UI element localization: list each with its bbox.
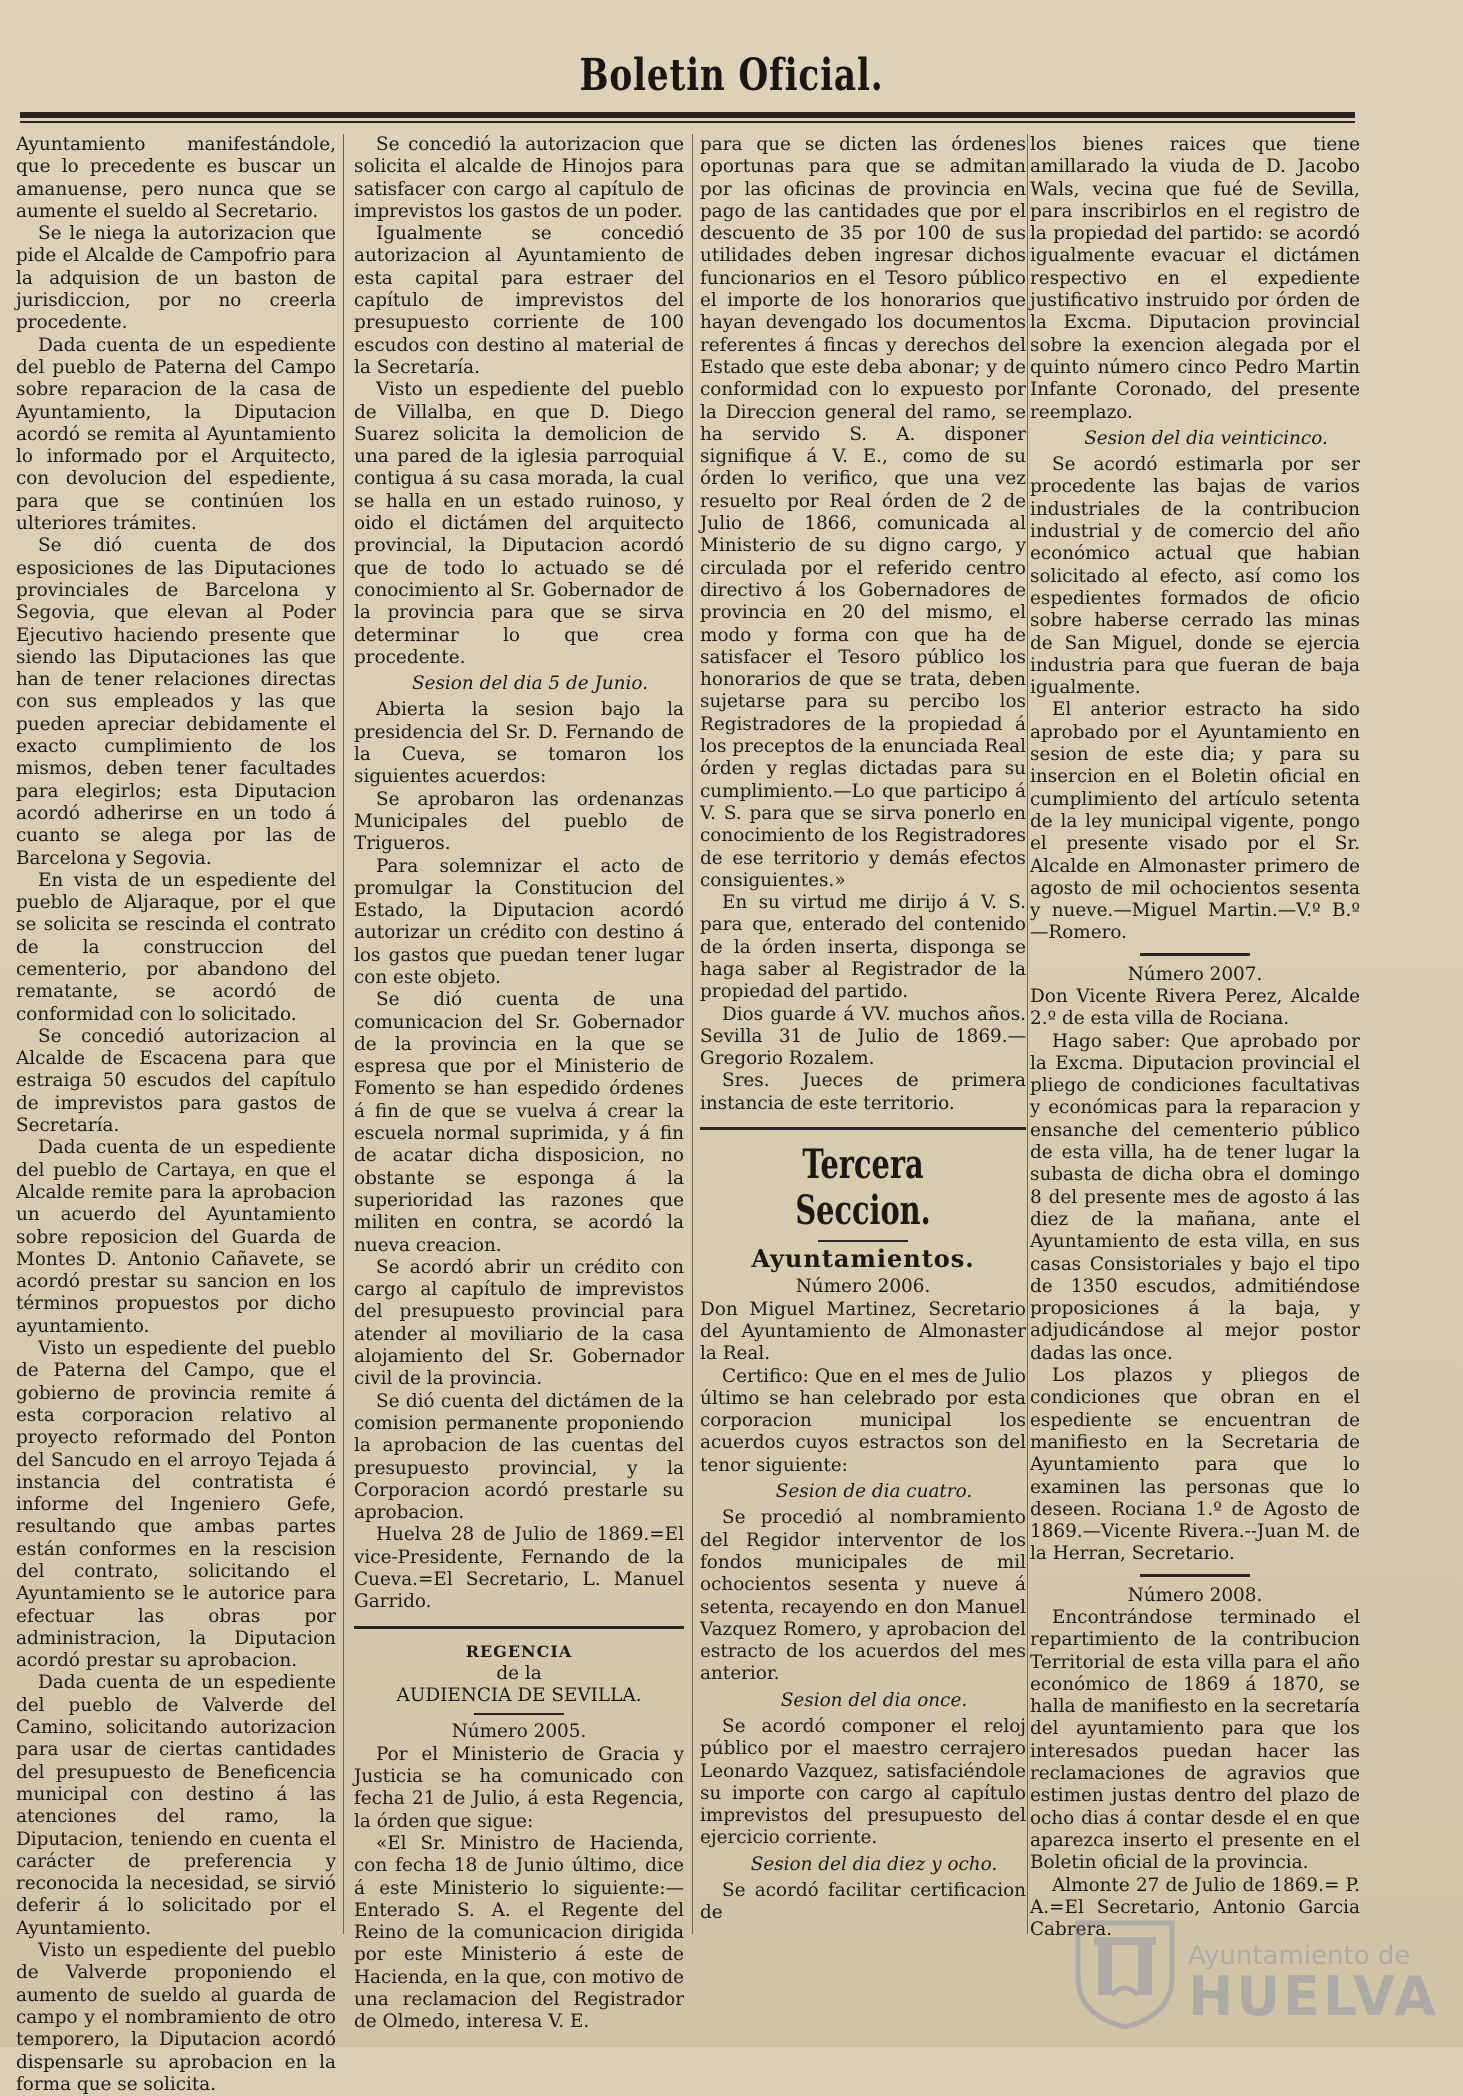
paragraph: Abierta la sesion bajo la presidencia del Sr. D. Fernando de la Cueva, se tomaron los siguientes acuerdos: [354, 699, 684, 788]
paragraph: Visto un espediente del pueblo de Valverde proponiendo el aumento de sueldo al guarda de campo y el nombramiento de otro temporero, la Diputacion acordó dispensarle su aprobacion en la forma que se solicita. [16, 1940, 336, 2095]
paragraph: Se aprobaron las ordenanzas Municipales del pueblo de Trigueros. [354, 788, 684, 855]
column-divider [1027, 134, 1028, 1934]
paragraph: Los plazos y pliegos de condiciones que obran en el espediente se encuentran de manifiesto en la Secretaria de Ayuntamiento para que lo examinen las personas que lo deseen. Rociana 1.º de Agosto de 1869.—Vicente Rivera.--Juan M. de la Herran, Secretario. [1030, 1365, 1360, 1565]
session-heading: Sesion de dia cuatro. [775, 1481, 973, 1503]
paragraph: «El Sr. Ministro de Hacienda, con fecha 18 de Junio último, dice á este Ministerio lo siguiente:—Enterado S. A. el Regente del Reino de la comunicacion dirigida por este Ministerio á este de Hacienda, en la que, con motivo de una reclamacion del Registrador de Olmedo, interesa V. E. [354, 1832, 684, 2033]
paragraph: En vista de un espediente del pueblo de Aljaraque, por el que se solicita se rescinda el contrato de la construccion del cementerio, por abandono del rematante, se acordó de conformidad con lo solicitado. [16, 869, 336, 1025]
paragraph: Se concedió la autorizacion que solicita el alcalde de Hinojos para satisfacer con cargo al capítulo de imprevistos los gastos de un poder. [354, 134, 684, 222]
section-subtitle: Ayuntamientos. [751, 1244, 975, 1274]
section-rule [700, 1127, 1026, 1130]
paragraph: Hago saber: Que aprobado por la Excma. Diputacion provincial el pliego de condiciones facultativas y económicas para la reparacion y ensanche del cementerio público de esta villa, ha de tener lugar la subasta de dicha obra el domingo 8 del presente mes de agosto á las diez de la mañana, ante el Ayuntamiento de esta villa, en sus casas Consistoriales y bajo el tipo de 1350 escudos, admitiéndose proposiciones á la baja, y adjudicándose al mejor postor dadas las once. [1030, 1030, 1360, 1364]
masthead-rule-thin [20, 121, 1355, 123]
session-heading: Sesion del dia veinticinco. [1084, 427, 1328, 449]
paragraph: Ayuntamiento manifestándole, que lo precedente es buscar un amanuense, pero nunca que se aumente el sueldo al Secretario. [16, 134, 336, 222]
column-2 [354, 134, 684, 2033]
ornament-rule [818, 1240, 908, 1242]
section-title: Tercera Seccion. [795, 1141, 931, 1235]
paragraph: Se acordó facilitar certificacion de [700, 1880, 1026, 1924]
paragraph: Por el Ministerio de Gracia y Justicia se ha comunicado con fecha 21 de Julio, á esta Regencia, la órden que sigue: [354, 1743, 684, 1832]
column-divider [692, 134, 693, 1934]
masthead-title: Boletin Oficial. [579, 50, 884, 101]
section-rule [1140, 1574, 1250, 1577]
column-3 [700, 134, 1026, 1934]
paragraph: Se le niega la autorizacion que pide el Alcalde de Campofrio para la adquision de un baston de jurisdiccion, por no creerla procedente. [16, 223, 336, 334]
paragraph: Huelva 28 de Julio de 1869.=El vice-Presidente, Fernando de la Cueva.=El Secretario, L. Manuel Garrido. [354, 1524, 684, 1613]
watermark-logo [1070, 1905, 1439, 2035]
watermark-text: Ayuntamiento de [1188, 1941, 1411, 1971]
regencia-heading: REGENCIA [465, 1641, 573, 1661]
paragraph: Se dió cuenta de una comunicacion del Sr. Gobernador de la provincia en la que se espresa que por el Ministerio de Fomento se han espedido órdenes á fin de que se vuelva á crear la escuela normal suprimida, y á fin de acatar dicha disposicion, no obstante se esponga á la superioridad las razones que militen en contra, se acordó la nueva creacion. [354, 989, 684, 1256]
paragraph: Se dió cuenta del dictámen de la comision permanente proponiendo la aprobacion de las cuentas del presupuesto provincial, y la Corporacion acordó prestarle su aprobacion. [354, 1390, 684, 1524]
paragraph: En su virtud me dirijo á V. S. para que, enterado del contenido de la órden inserta, disponga se haga saber al Registrador de la propiedad del partido. [700, 892, 1026, 1003]
notice-number: Número 2005. [451, 1721, 587, 1743]
session-heading: Sesion del dia diez y ocho. [750, 1853, 998, 1875]
audiencia-heading: AUDIENCIA DE SEVILLA. [396, 1685, 642, 1707]
column-1 [16, 134, 336, 2095]
column-4 [1030, 134, 1360, 1941]
column-divider [343, 134, 344, 1934]
notice-number: Número 2007. [1127, 963, 1263, 985]
paragraph: El anterior estracto ha sido aprobado por el Ayuntamiento en sesion de este dia; y para su insercion en el Boletin oficial en cumplimiento del artículo setenta de la ley municipal vigente, pongo el presente visado por el Sr. Alcalde en Almonaster primero de agosto de mil ochocientos sesenta y nueve.—Miguel Martin.—V.º B.º—Romero. [1030, 699, 1360, 944]
paragraph: Visto un espediente del pueblo de Villalba, en que D. Diego Suarez solicita la demolicion de una pared de la iglesia parroquial contigua á su casa morada, la cual se halla en un estado ruinoso, y oido el dictámen del arquitecto provincial, la Diputacion acordó que de todo lo actuado se dé conocimiento al Sr. Gobernador de la provincia para que se sirva determinar lo que crea procedente. [354, 379, 684, 668]
paragraph: Se dió cuenta de dos esposiciones de las Diputaciones provinciales de Barcelona y Segovia, que elevan al Poder Ejecutivo haciendo presente que siendo las Diputaciones las que han de tener relaciones directas con sus empleados y las que pueden apreciar debidamente el exacto cumplimiento de los mismos, deben tener facultades para elegirlos; esta Diputacion acordó adherirse en un todo á cuanto se alega por las de Barcelona y Segovia. [16, 535, 336, 869]
watermark-text: HUELVA [1188, 1965, 1439, 2028]
paragraph: Almonte 27 de Julio de 1869.= P. A.=El Secretario, Antonio Garcia Cabrera. [1030, 1874, 1360, 1941]
paragraph: Se acordó abrir un crédito con cargo al capítulo de imprevistos del presupuesto provincial para atender al moviliario de la casa alojamiento del Sr. Gobernador civil de la provincia. [354, 1256, 684, 1390]
paragraph: los bienes raices que tiene amillarado la viuda de D. Jacobo Wals, vecina que fué de Sevilla, para inscribirlos en el registro de la propiedad del partido: se acordó igualmente evacuar el dictámen respectivo en el expediente justificativo instruido por órden de la Excma. Diputacion provincial sobre la exencion alegada por el quinto número cinco Pedro Martin Infante Coronado, del presente reemplazo. [1030, 134, 1360, 423]
paragraph: Don Vicente Rivera Perez, Alcalde 2.º de esta villa de Rociana. [1030, 985, 1360, 1030]
paragraph: Don Miguel Martinez, Secretario del Ayuntamiento de Almonaster la Real. [700, 1298, 1026, 1365]
paragraph: Para solemnizar el acto de promulgar la Constitucion del Estado, la Diputacion acordó autorizar un crédito con destino á los gastos que puedan tener lugar con este objeto. [354, 855, 684, 988]
paragraph: Se acordó componer el reloj público por el maestro cerrajero Leonardo Vazquez, satisfaciéndole su importe con cargo al capítulo imprevistos del presupuesto del ejercicio corriente. [700, 1716, 1026, 1849]
notice-number: Número 2006. [795, 1276, 931, 1298]
paragraph: Se procedió al nombramiento del Regidor interventor de los fondos municipales de mil ochocientos sesenta y nueve á setenta, recayendo en don Manuel Vazquez Romero, y aprobacion del estracto de los acuerdos del mes anterior. [700, 1507, 1026, 1685]
notice-number: Número 2008. [1127, 1584, 1263, 1606]
city-crest-icon [1070, 1915, 1180, 2030]
masthead-rule [20, 112, 1355, 118]
paragraph: Se acordó estimarla por ser procedente las bajas de varios industriales de la contribucion industrial y de comercio del año económico actual que habian solicitado al efecto, así como los espedientes formados de oficio sobre haberse cerrado las minas de San Miguel, donde se ejercia industria para que fueran de baja igualmente. [1030, 454, 1360, 699]
section-rule [1140, 953, 1250, 956]
paragraph: Dios guarde á VV. muchos años. Sevilla 31 de Julio de 1869.—Gregorio Rozalem. [700, 1003, 1026, 1070]
paragraph: Se concedió autorizacion al Alcalde de Escacena para que estraiga 50 escudos del capítulo de imprevistos para gastos de Secretaría. [16, 1025, 336, 1137]
paragraph: Dada cuenta de un espediente del pueblo de Cartaya, en que el Alcalde remite para la aprobacion un acuerdo del Ayuntamiento sobre reposicion del Guarda de Montes D. Antonio Cañavete, se acordó prestar su sancion en los términos propuestos por dicho ayuntamiento. [16, 1137, 336, 1337]
paragraph: Igualmente se concedió autorizacion al Ayuntamiento de esta capital para estraer del capítulo de imprevistos del presupuesto corriente de 100 escudos con destino al material de la Secretaría. [354, 223, 684, 378]
paragraph: Dada cuenta de un espediente del pueblo de Paterna del Campo sobre reparacion de la casa de Ayuntamiento, la Diputacion acordó se remita al Ayuntamiento lo informado por el Arquitecto, con devolucion del espediente, para que se continúen los ulteriores trámites. [16, 334, 336, 535]
session-heading: Sesion del dia 5 de Junio. [412, 673, 648, 695]
paragraph: Visto un espediente del pueblo de Paterna del Campo, que el gobierno de provincia remite á esta corporacion relativo al proyecto reformado del Ponton del Sancudo en el arroyo Tejada á instancia del contratista é informe del Ingeniero Gefe, resultando que ambas partes están conformes en la rescision del contrato, solicitando el Ayuntamiento se le autorice para efectuar las obras por administracion, la Diputacion acordó prestar su aprobacion. [16, 1338, 336, 1672]
ornament-rule [474, 1713, 564, 1715]
session-heading: Sesion del dia once. [780, 1689, 968, 1711]
paragraph: Encontrándose terminado el repartimiento de la contribucion Territorial de esta villa para el año económico de 1869 á 1870, se halla de manifiesto en la secretaría del ayuntamiento para que los interesados puedan hacer las reclamaciones de agravios que estimen justas dentro del plazo de ocho dias á contar desde el en que aparezca inserto el presente en el Boletin oficial de la provincia. [1030, 1607, 1360, 1874]
paragraph: Certifico: Que en el mes de Julio último se han celebrado por esta corporacion municipal los acuerdos cuyos estractos son del tenor siguiente: [700, 1365, 1026, 1476]
heading-connector: de la [496, 1662, 542, 1684]
section-rule [354, 1626, 684, 1629]
paragraph: Dada cuenta de un espediente del pueblo de Valverde del Camino, solicitando autorizacion para usar de ciertas cantidades del presupuesto de Beneficencia municipal con destino á las atenciones del ramo, la Diputacion, teniendo en cuenta el carácter de preferencia y reconocida la necesidad, se sirvió deferir á lo solicitado por el Ayuntamiento. [16, 1672, 336, 1939]
paragraph: Sres. Jueces de primera instancia de este territorio. [700, 1070, 1026, 1114]
paragraph: para que se dicten las órdenes oportunas para que se admitan por las oficinas de provincia en pago de las cantidades que por el descuento de 35 por 100 de sus utilidades deben ingresar dichos funcionarios en el Tesoro público el importe de los honorarios que hayan devengado los documentos referentes á fincas y derechos del Estado que este deba abonar; y de conformidad con lo expuesto por la Direccion general del ramo, se ha servido S. A. disponer signifique á V. E., como de su órden lo verifico, que una vez resuelto por Real órden de 2 de Julio de 1866, comunicada al Ministerio de su digno cargo, y circulada por el referido centro directivo á los Gobernadores de provincia en 20 del mismo, el modo y forma con que ha de satisfacer el Tesoro público los honorarios de que se trata, deben sujetarse para su percibo los Registradores de la propiedad á los preceptos de la enunciada Real órden y reglas dictadas para su cumplimiento.—Lo que participo á V. S. para que se sirva ponerlo en conocimiento de los Registradores de ese territorio y demás efectos consiguientes.» [700, 134, 1026, 891]
